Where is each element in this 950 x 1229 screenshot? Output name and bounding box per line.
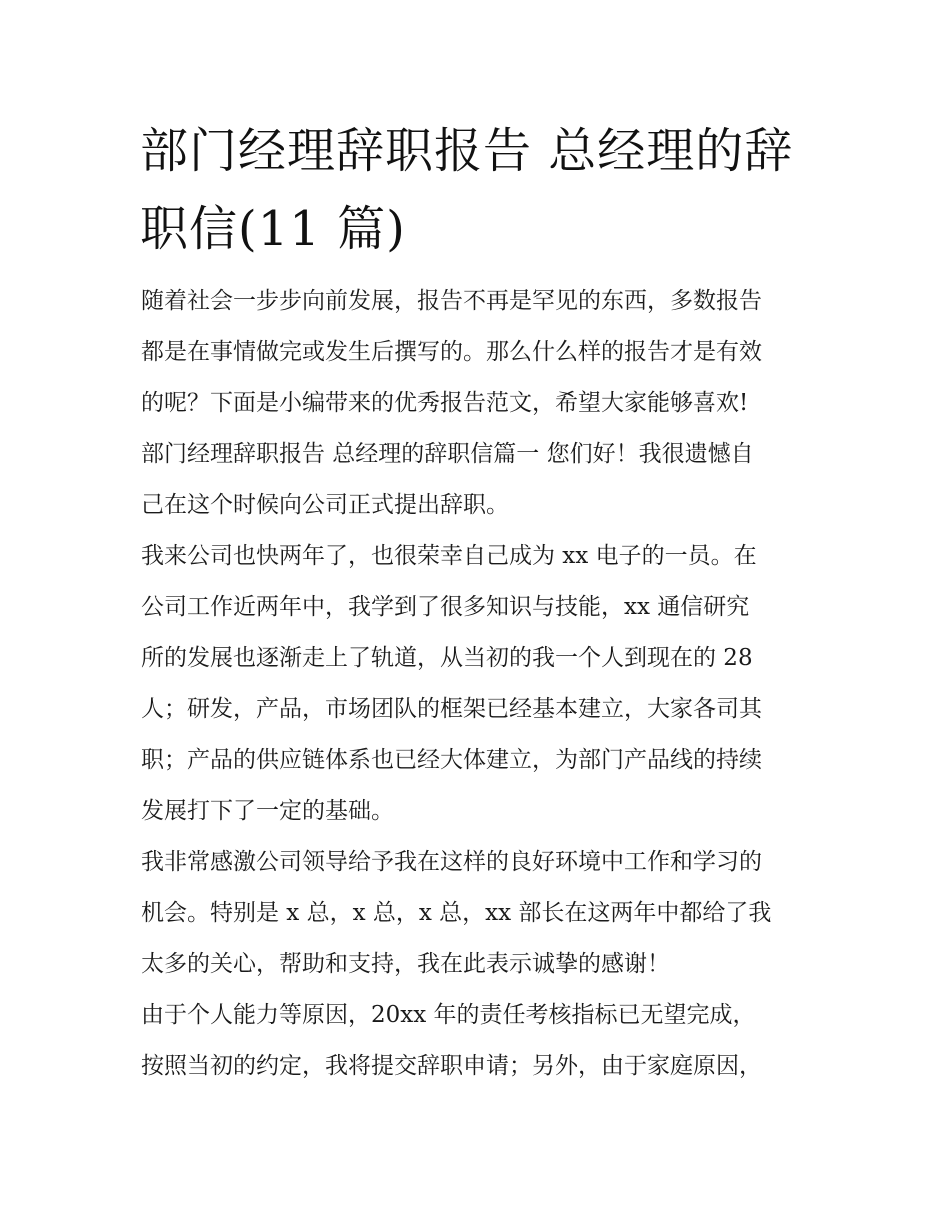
body-line: 由于个人能力等原因，20xx 年的责任考核指标已无望完成， xyxy=(141,1002,756,1028)
document-title xyxy=(140,112,820,268)
body-line: 部门经理辞职报告 总经理的辞职信篇一 您们好！我很遗憾自 xyxy=(141,441,754,467)
title-line-2: 职信(11 篇) xyxy=(140,201,406,257)
body-line: 人；研发，产品，市场团队的框架已经基本建立，大家各司其 xyxy=(141,696,762,722)
document-body xyxy=(141,276,831,1092)
body-line: 所的发展也逐渐走上了轨道，从当初的我一个人到现在的 28 xyxy=(141,645,753,671)
body-line: 太多的关心，帮助和支持，我在此表示诚挚的感谢！ xyxy=(141,951,670,977)
body-line: 发展打下了一定的基础。 xyxy=(141,798,394,824)
body-line: 的呢？下面是小编带来的优秀报告范文，希望大家能够喜欢! xyxy=(141,390,749,416)
body-line: 机会。特别是 x 总，x 总，x 总，xx 部长在这两年中都给了我 xyxy=(141,900,772,926)
body-line: 都是在事情做完或发生后撰写的。那么什么样的报告才是有效 xyxy=(141,339,762,365)
body-line: 公司工作近两年中，我学到了很多知识与技能，xx 通信研究 xyxy=(141,594,750,620)
title-line-1: 部门经理辞职报告 总经理的辞 xyxy=(140,123,794,179)
body-line: 我来公司也快两年了，也很荣幸自己成为 xx 电子的一员。在 xyxy=(141,543,757,569)
body-line: 我非常感激公司领导给予我在这样的良好环境中工作和学习的 xyxy=(141,849,762,875)
body-line: 随着社会一步步向前发展，报告不再是罕见的东西，多数报告 xyxy=(141,288,762,314)
body-line: 己在这个时候向公司正式提出辞职。 xyxy=(141,492,509,518)
body-line: 按照当初的约定，我将提交辞职申请；另外，由于家庭原因， xyxy=(141,1053,762,1079)
body-line: 职；产品的供应链体系也已经大体建立，为部门产品线的持续 xyxy=(141,747,762,773)
